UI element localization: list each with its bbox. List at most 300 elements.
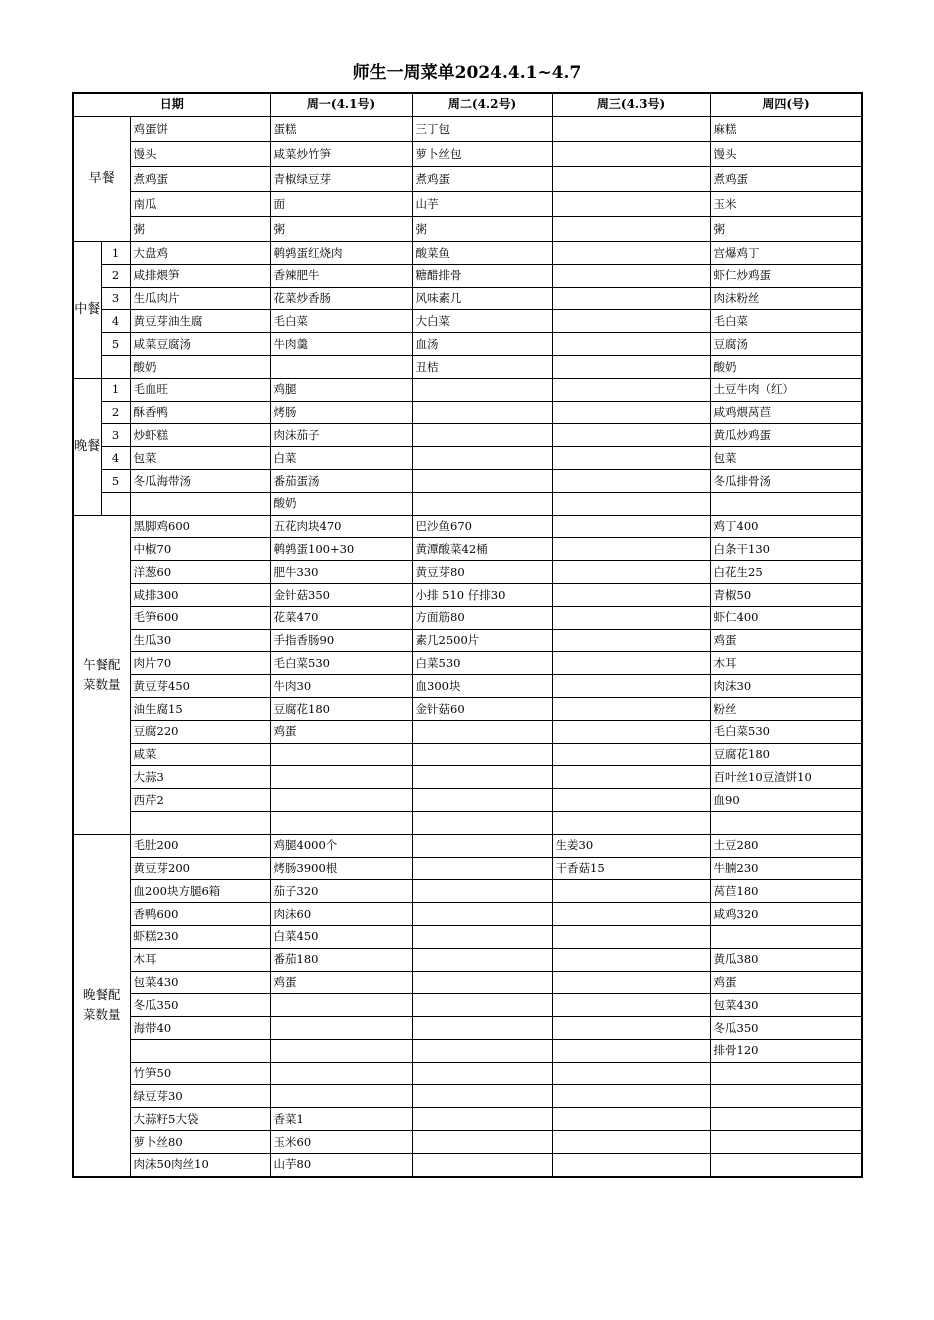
quantity-cell: 白菜530: [412, 652, 552, 675]
dish-number: 2: [101, 264, 130, 287]
quantity-cell: [552, 743, 710, 766]
quantity-cell: [552, 515, 710, 538]
quantity-cell: 金针菇60: [412, 697, 552, 720]
dish-number: 1: [101, 378, 130, 401]
quantity-cell: [270, 994, 412, 1017]
menu-cell: 血汤: [412, 333, 552, 356]
quantity-cell: 鸡蛋: [270, 720, 412, 743]
quantity-cell: [552, 1131, 710, 1154]
menu-cell: 萝卜丝包: [412, 142, 552, 167]
menu-cell: [552, 167, 710, 192]
quantity-cell: 洋葱60: [130, 561, 270, 584]
quantity-cell: [552, 675, 710, 698]
menu-cell: [552, 355, 710, 378]
quantity-cell: [130, 1039, 270, 1062]
menu-cell: 肉沫茄子: [270, 424, 412, 447]
quantity-cell: [552, 652, 710, 675]
lunch-qty-row: [73, 743, 862, 766]
quantity-cell: 肥牛330: [270, 561, 412, 584]
quantity-cell: [412, 903, 552, 926]
menu-cell: [552, 142, 710, 167]
quantity-cell: 手指香肠90: [270, 629, 412, 652]
quantity-cell: 花菜470: [270, 606, 412, 629]
quantity-cell: 毛白菜530: [270, 652, 412, 675]
quantity-cell: [412, 766, 552, 789]
menu-cell: 蛋糕: [270, 117, 412, 142]
quantity-cell: 玉米60: [270, 1131, 412, 1154]
menu-cell: [552, 401, 710, 424]
dinner-qty-row: [73, 925, 862, 948]
dish-number: 3: [101, 424, 130, 447]
menu-cell: [552, 333, 710, 356]
quantity-cell: 鹌鹑蛋100+30: [270, 538, 412, 561]
menu-cell: [552, 447, 710, 470]
quantity-cell: 烤肠3900根: [270, 857, 412, 880]
quantity-cell: 莴苣180: [710, 880, 862, 903]
lunch-qty-label: 午餐配菜数量: [73, 515, 130, 834]
breakfast-row: [73, 167, 862, 192]
menu-cell: 宫爆鸡丁: [710, 242, 862, 265]
lunch-label: 中餐: [73, 242, 101, 379]
lunch-row: [73, 310, 862, 333]
dish-number: [101, 355, 130, 378]
quantity-cell: 小排 510 仔排30: [412, 583, 552, 606]
menu-cell: 粥: [710, 217, 862, 242]
quantity-cell: [412, 1108, 552, 1131]
menu-cell: 黄瓜炒鸡蛋: [710, 424, 862, 447]
dish-number: 4: [101, 447, 130, 470]
quantity-cell: 虾糕230: [130, 925, 270, 948]
quantity-cell: [552, 766, 710, 789]
quantity-cell: [412, 1017, 552, 1040]
menu-cell: 咸鸡煨莴苣: [710, 401, 862, 424]
menu-table: [72, 92, 863, 1178]
menu-cell: 咸菜炒竹笋: [270, 142, 412, 167]
quantity-cell: 豆腐花180: [710, 743, 862, 766]
menu-cell: [552, 492, 710, 515]
menu-cell: 酥香鸭: [130, 401, 270, 424]
quantity-cell: 干香菇15: [552, 857, 710, 880]
quantity-cell: 中椒70: [130, 538, 270, 561]
dinner-qty-row: [73, 1039, 862, 1062]
menu-cell: 肉沫粉丝: [710, 287, 862, 310]
menu-cell: 酸奶: [130, 355, 270, 378]
quantity-cell: [710, 811, 862, 834]
dinner-qty-row: [73, 857, 862, 880]
menu-cell: 黄豆芽油生腐: [130, 310, 270, 333]
quantity-cell: 咸鸡320: [710, 903, 862, 926]
dish-number: 5: [101, 469, 130, 492]
quantity-cell: [412, 925, 552, 948]
quantity-cell: [552, 903, 710, 926]
menu-cell: [552, 424, 710, 447]
dish-number: 5: [101, 333, 130, 356]
quantity-cell: [552, 1017, 710, 1040]
dish-number: 3: [101, 287, 130, 310]
menu-cell: 毛白菜: [270, 310, 412, 333]
quantity-cell: 虾仁400: [710, 606, 862, 629]
lunch-qty-row: [73, 720, 862, 743]
menu-cell: 酸奶: [710, 355, 862, 378]
menu-cell: 粥: [130, 217, 270, 242]
quantity-cell: 粉丝: [710, 697, 862, 720]
quantity-cell: 牛肉30: [270, 675, 412, 698]
quantity-cell: 黄潭酸菜42桶: [412, 538, 552, 561]
quantity-cell: 番茄180: [270, 948, 412, 971]
quantity-cell: 木耳: [710, 652, 862, 675]
menu-cell: 南瓜: [130, 192, 270, 217]
quantity-cell: 鸡蛋: [270, 971, 412, 994]
lunch-row: [73, 264, 862, 287]
quantity-cell: [552, 971, 710, 994]
lunch-qty-row: [73, 561, 862, 584]
menu-cell: [412, 424, 552, 447]
dinner-qty-row: [73, 1131, 862, 1154]
quantity-cell: [552, 1153, 710, 1176]
menu-cell: 烤肠: [270, 401, 412, 424]
menu-cell: 毛血旺: [130, 378, 270, 401]
quantity-cell: 素几2500片: [412, 629, 552, 652]
menu-cell: [552, 287, 710, 310]
menu-cell: 风味素几: [412, 287, 552, 310]
lunch-qty-row: [73, 538, 862, 561]
quantity-cell: 肉沫50肉丝10: [130, 1153, 270, 1176]
menu-cell: 冬瓜排骨汤: [710, 469, 862, 492]
quantity-cell: [270, 1085, 412, 1108]
quantity-cell: 大蒜籽5大袋: [130, 1108, 270, 1131]
quantity-cell: 绿豆芽30: [130, 1085, 270, 1108]
quantity-cell: [412, 880, 552, 903]
dinner-label: 晚餐: [73, 378, 101, 515]
quantity-cell: [710, 1131, 862, 1154]
quantity-cell: 五花肉块470: [270, 515, 412, 538]
quantity-cell: [552, 1108, 710, 1131]
breakfast-row: [73, 192, 862, 217]
quantity-cell: [412, 789, 552, 812]
menu-cell: 炒虾糕: [130, 424, 270, 447]
quantity-cell: 竹笋50: [130, 1062, 270, 1085]
lunch-qty-row: [73, 629, 862, 652]
quantity-cell: 大蒜3: [130, 766, 270, 789]
quantity-cell: 木耳: [130, 948, 270, 971]
menu-cell: [552, 264, 710, 287]
quantity-cell: 包菜430: [130, 971, 270, 994]
menu-cell: 鹌鹑蛋红烧肉: [270, 242, 412, 265]
menu-cell: 山芋: [412, 192, 552, 217]
quantity-cell: [552, 697, 710, 720]
quantity-cell: 方面筋80: [412, 606, 552, 629]
dinner-row: [73, 492, 862, 515]
menu-cell: 咸菜豆腐汤: [130, 333, 270, 356]
quantity-cell: 金针菇350: [270, 583, 412, 606]
quantity-cell: [412, 1062, 552, 1085]
quantity-cell: 血90: [710, 789, 862, 812]
quantity-cell: [412, 1039, 552, 1062]
menu-cell: 煮鸡蛋: [130, 167, 270, 192]
menu-cell: [412, 492, 552, 515]
quantity-cell: [412, 994, 552, 1017]
quantity-cell: 萝卜丝80: [130, 1131, 270, 1154]
quantity-cell: 排骨120: [710, 1039, 862, 1062]
quantity-cell: [552, 629, 710, 652]
menu-cell: 包菜: [130, 447, 270, 470]
quantity-cell: 毛笋600: [130, 606, 270, 629]
quantity-cell: [412, 971, 552, 994]
lunch-row: [73, 287, 862, 310]
menu-cell: 粥: [412, 217, 552, 242]
quantity-cell: [130, 811, 270, 834]
quantity-cell: 青椒50: [710, 583, 862, 606]
header-date: 日期: [73, 93, 270, 117]
lunch-row: [73, 242, 862, 265]
quantity-cell: 牛腩230: [710, 857, 862, 880]
quantity-cell: [412, 948, 552, 971]
quantity-cell: [412, 1131, 552, 1154]
quantity-cell: [552, 720, 710, 743]
menu-cell: [412, 378, 552, 401]
quantity-cell: [270, 789, 412, 812]
quantity-cell: [552, 789, 710, 812]
menu-cell: [552, 192, 710, 217]
menu-cell: 香辣肥牛: [270, 264, 412, 287]
quantity-cell: 鸡蛋: [710, 629, 862, 652]
quantity-cell: 鸡蛋: [710, 971, 862, 994]
quantity-cell: 黄瓜380: [710, 948, 862, 971]
quantity-cell: [412, 720, 552, 743]
breakfast-row: [73, 217, 862, 242]
quantity-cell: 血200块方腿6箱: [130, 880, 270, 903]
quantity-cell: [710, 1108, 862, 1131]
quantity-cell: [412, 857, 552, 880]
quantity-cell: 黄豆芽80: [412, 561, 552, 584]
quantity-cell: [552, 994, 710, 1017]
quantity-cell: [710, 1085, 862, 1108]
lunch-row: [73, 355, 862, 378]
menu-cell: [552, 469, 710, 492]
lunch-qty-row: [73, 766, 862, 789]
quantity-cell: 生瓜30: [130, 629, 270, 652]
dinner-qty-row: [73, 994, 862, 1017]
menu-cell: 大白菜: [412, 310, 552, 333]
menu-cell: 牛肉羹: [270, 333, 412, 356]
quantity-cell: 黄豆芽200: [130, 857, 270, 880]
menu-cell: 虾仁炒鸡蛋: [710, 264, 862, 287]
breakfast-label: 早餐: [73, 117, 130, 242]
lunch-qty-row: [73, 606, 862, 629]
lunch-qty-row: [73, 697, 862, 720]
quantity-cell: 香鸭600: [130, 903, 270, 926]
header-day: 周四(号): [710, 93, 862, 117]
quantity-cell: 茄子320: [270, 880, 412, 903]
quantity-cell: 冬瓜350: [710, 1017, 862, 1040]
quantity-cell: 巴沙鱼670: [412, 515, 552, 538]
quantity-cell: [552, 925, 710, 948]
quantity-cell: [412, 1085, 552, 1108]
menu-cell: 毛白菜: [710, 310, 862, 333]
quantity-cell: 鸡腿4000个: [270, 834, 412, 857]
breakfast-row: [73, 142, 862, 167]
quantity-cell: [552, 583, 710, 606]
menu-cell: [412, 447, 552, 470]
menu-cell: 玉米: [710, 192, 862, 217]
quantity-cell: [270, 811, 412, 834]
menu-cell: [270, 355, 412, 378]
quantity-cell: [552, 561, 710, 584]
lunch-qty-row: [73, 652, 862, 675]
menu-cell: 鸡腿: [270, 378, 412, 401]
menu-cell: 包菜: [710, 447, 862, 470]
dinner-qty-row: [73, 1108, 862, 1131]
menu-cell: 土豆牛肉（红）: [710, 378, 862, 401]
menu-cell: [710, 492, 862, 515]
header-day: 周二(4.2号): [412, 93, 552, 117]
quantity-cell: [710, 1062, 862, 1085]
dinner-qty-row: [73, 1153, 862, 1176]
lunch-qty-row: [73, 675, 862, 698]
quantity-cell: 肉片70: [130, 652, 270, 675]
quantity-cell: 百叶丝10豆渣饼10: [710, 766, 862, 789]
quantity-cell: 毛白菜530: [710, 720, 862, 743]
quantity-cell: [270, 766, 412, 789]
menu-cell: 煮鸡蛋: [412, 167, 552, 192]
quantity-cell: 毛肚200: [130, 834, 270, 857]
quantity-cell: [552, 948, 710, 971]
quantity-cell: 包菜430: [710, 994, 862, 1017]
menu-cell: [412, 401, 552, 424]
quantity-cell: [552, 1039, 710, 1062]
quantity-cell: [270, 1062, 412, 1085]
quantity-cell: 咸菜: [130, 743, 270, 766]
quantity-cell: [552, 811, 710, 834]
lunch-qty-row: [73, 811, 862, 834]
quantity-cell: 西芹2: [130, 789, 270, 812]
menu-cell: 面: [270, 192, 412, 217]
dish-number: [101, 492, 130, 515]
dinner-qty-row: [73, 1017, 862, 1040]
menu-cell: 糖醋排骨: [412, 264, 552, 287]
quantity-cell: [412, 834, 552, 857]
quantity-cell: 鸡丁400: [710, 515, 862, 538]
menu-cell: 酸奶: [270, 492, 412, 515]
menu-cell: 冬瓜海带汤: [130, 469, 270, 492]
menu-cell: [130, 492, 270, 515]
lunch-qty-row: [73, 515, 862, 538]
quantity-cell: 冬瓜350: [130, 994, 270, 1017]
quantity-cell: [270, 1017, 412, 1040]
quantity-cell: 白条干130: [710, 538, 862, 561]
quantity-cell: [412, 1153, 552, 1176]
menu-cell: 鸡蛋饼: [130, 117, 270, 142]
menu-cell: 番茄蛋汤: [270, 469, 412, 492]
quantity-cell: [552, 538, 710, 561]
quantity-cell: 白菜450: [270, 925, 412, 948]
quantity-cell: 咸排300: [130, 583, 270, 606]
quantity-cell: [412, 811, 552, 834]
menu-cell: 馒头: [710, 142, 862, 167]
menu-cell: 花菜炒香肠: [270, 287, 412, 310]
quantity-cell: 油生腐15: [130, 697, 270, 720]
quantity-cell: [552, 1062, 710, 1085]
dinner-qty-row: [73, 903, 862, 926]
dinner-row: [73, 401, 862, 424]
dinner-row: [73, 424, 862, 447]
lunch-qty-row: [73, 583, 862, 606]
quantity-cell: 黄豆芽450: [130, 675, 270, 698]
menu-cell: 大盘鸡: [130, 242, 270, 265]
header-row: [73, 93, 862, 117]
menu-cell: 煮鸡蛋: [710, 167, 862, 192]
quantity-cell: 黑脚鸡600: [130, 515, 270, 538]
header-day: 周一(4.1号): [270, 93, 412, 117]
dish-number: 4: [101, 310, 130, 333]
dinner-row: [73, 378, 862, 401]
dinner-qty-row: [73, 971, 862, 994]
menu-cell: 麻糕: [710, 117, 862, 142]
quantity-cell: [270, 1039, 412, 1062]
quantity-cell: [710, 925, 862, 948]
quantity-cell: 肉沫60: [270, 903, 412, 926]
menu-cell: [412, 469, 552, 492]
dinner-row: [73, 447, 862, 470]
menu-cell: 豆腐汤: [710, 333, 862, 356]
menu-cell: 白菜: [270, 447, 412, 470]
quantity-cell: 香菜1: [270, 1108, 412, 1131]
menu-table-body: [73, 93, 862, 1177]
quantity-cell: 白花生25: [710, 561, 862, 584]
quantity-cell: 山芋80: [270, 1153, 412, 1176]
dinner-qty-row: [73, 834, 862, 857]
dinner-qty-row: [73, 1085, 862, 1108]
quantity-cell: [552, 880, 710, 903]
quantity-cell: [552, 606, 710, 629]
dish-number: 2: [101, 401, 130, 424]
dinner-row: [73, 469, 862, 492]
menu-cell: 三丁包: [412, 117, 552, 142]
quantity-cell: [270, 743, 412, 766]
quantity-cell: 土豆280: [710, 834, 862, 857]
breakfast-row: [73, 117, 862, 142]
dinner-qty-label: 晚餐配菜数量: [73, 834, 130, 1176]
menu-cell: [552, 242, 710, 265]
quantity-cell: [412, 743, 552, 766]
menu-cell: 酸菜鱼: [412, 242, 552, 265]
menu-cell: 丑桔: [412, 355, 552, 378]
lunch-row: [73, 333, 862, 356]
quantity-cell: 生姜30: [552, 834, 710, 857]
menu-cell: [552, 217, 710, 242]
menu-cell: 青椒绿豆芽: [270, 167, 412, 192]
quantity-cell: [710, 1153, 862, 1176]
quantity-cell: 豆腐220: [130, 720, 270, 743]
menu-cell: 粥: [270, 217, 412, 242]
menu-cell: 咸排煨笋: [130, 264, 270, 287]
dinner-qty-row: [73, 1062, 862, 1085]
dinner-qty-row: [73, 948, 862, 971]
quantity-cell: 血300块: [412, 675, 552, 698]
lunch-qty-row: [73, 789, 862, 812]
quantity-cell: 豆腐花180: [270, 697, 412, 720]
menu-cell: 馒头: [130, 142, 270, 167]
dinner-qty-row: [73, 880, 862, 903]
header-day: 周三(4.3号): [552, 93, 710, 117]
page-title: 师生一周菜单2024.4.1~4.7: [352, 63, 582, 83]
dish-number: 1: [101, 242, 130, 265]
menu-cell: [552, 378, 710, 401]
menu-cell: [552, 310, 710, 333]
menu-cell: 生瓜肉片: [130, 287, 270, 310]
quantity-cell: 海带40: [130, 1017, 270, 1040]
menu-cell: [552, 117, 710, 142]
